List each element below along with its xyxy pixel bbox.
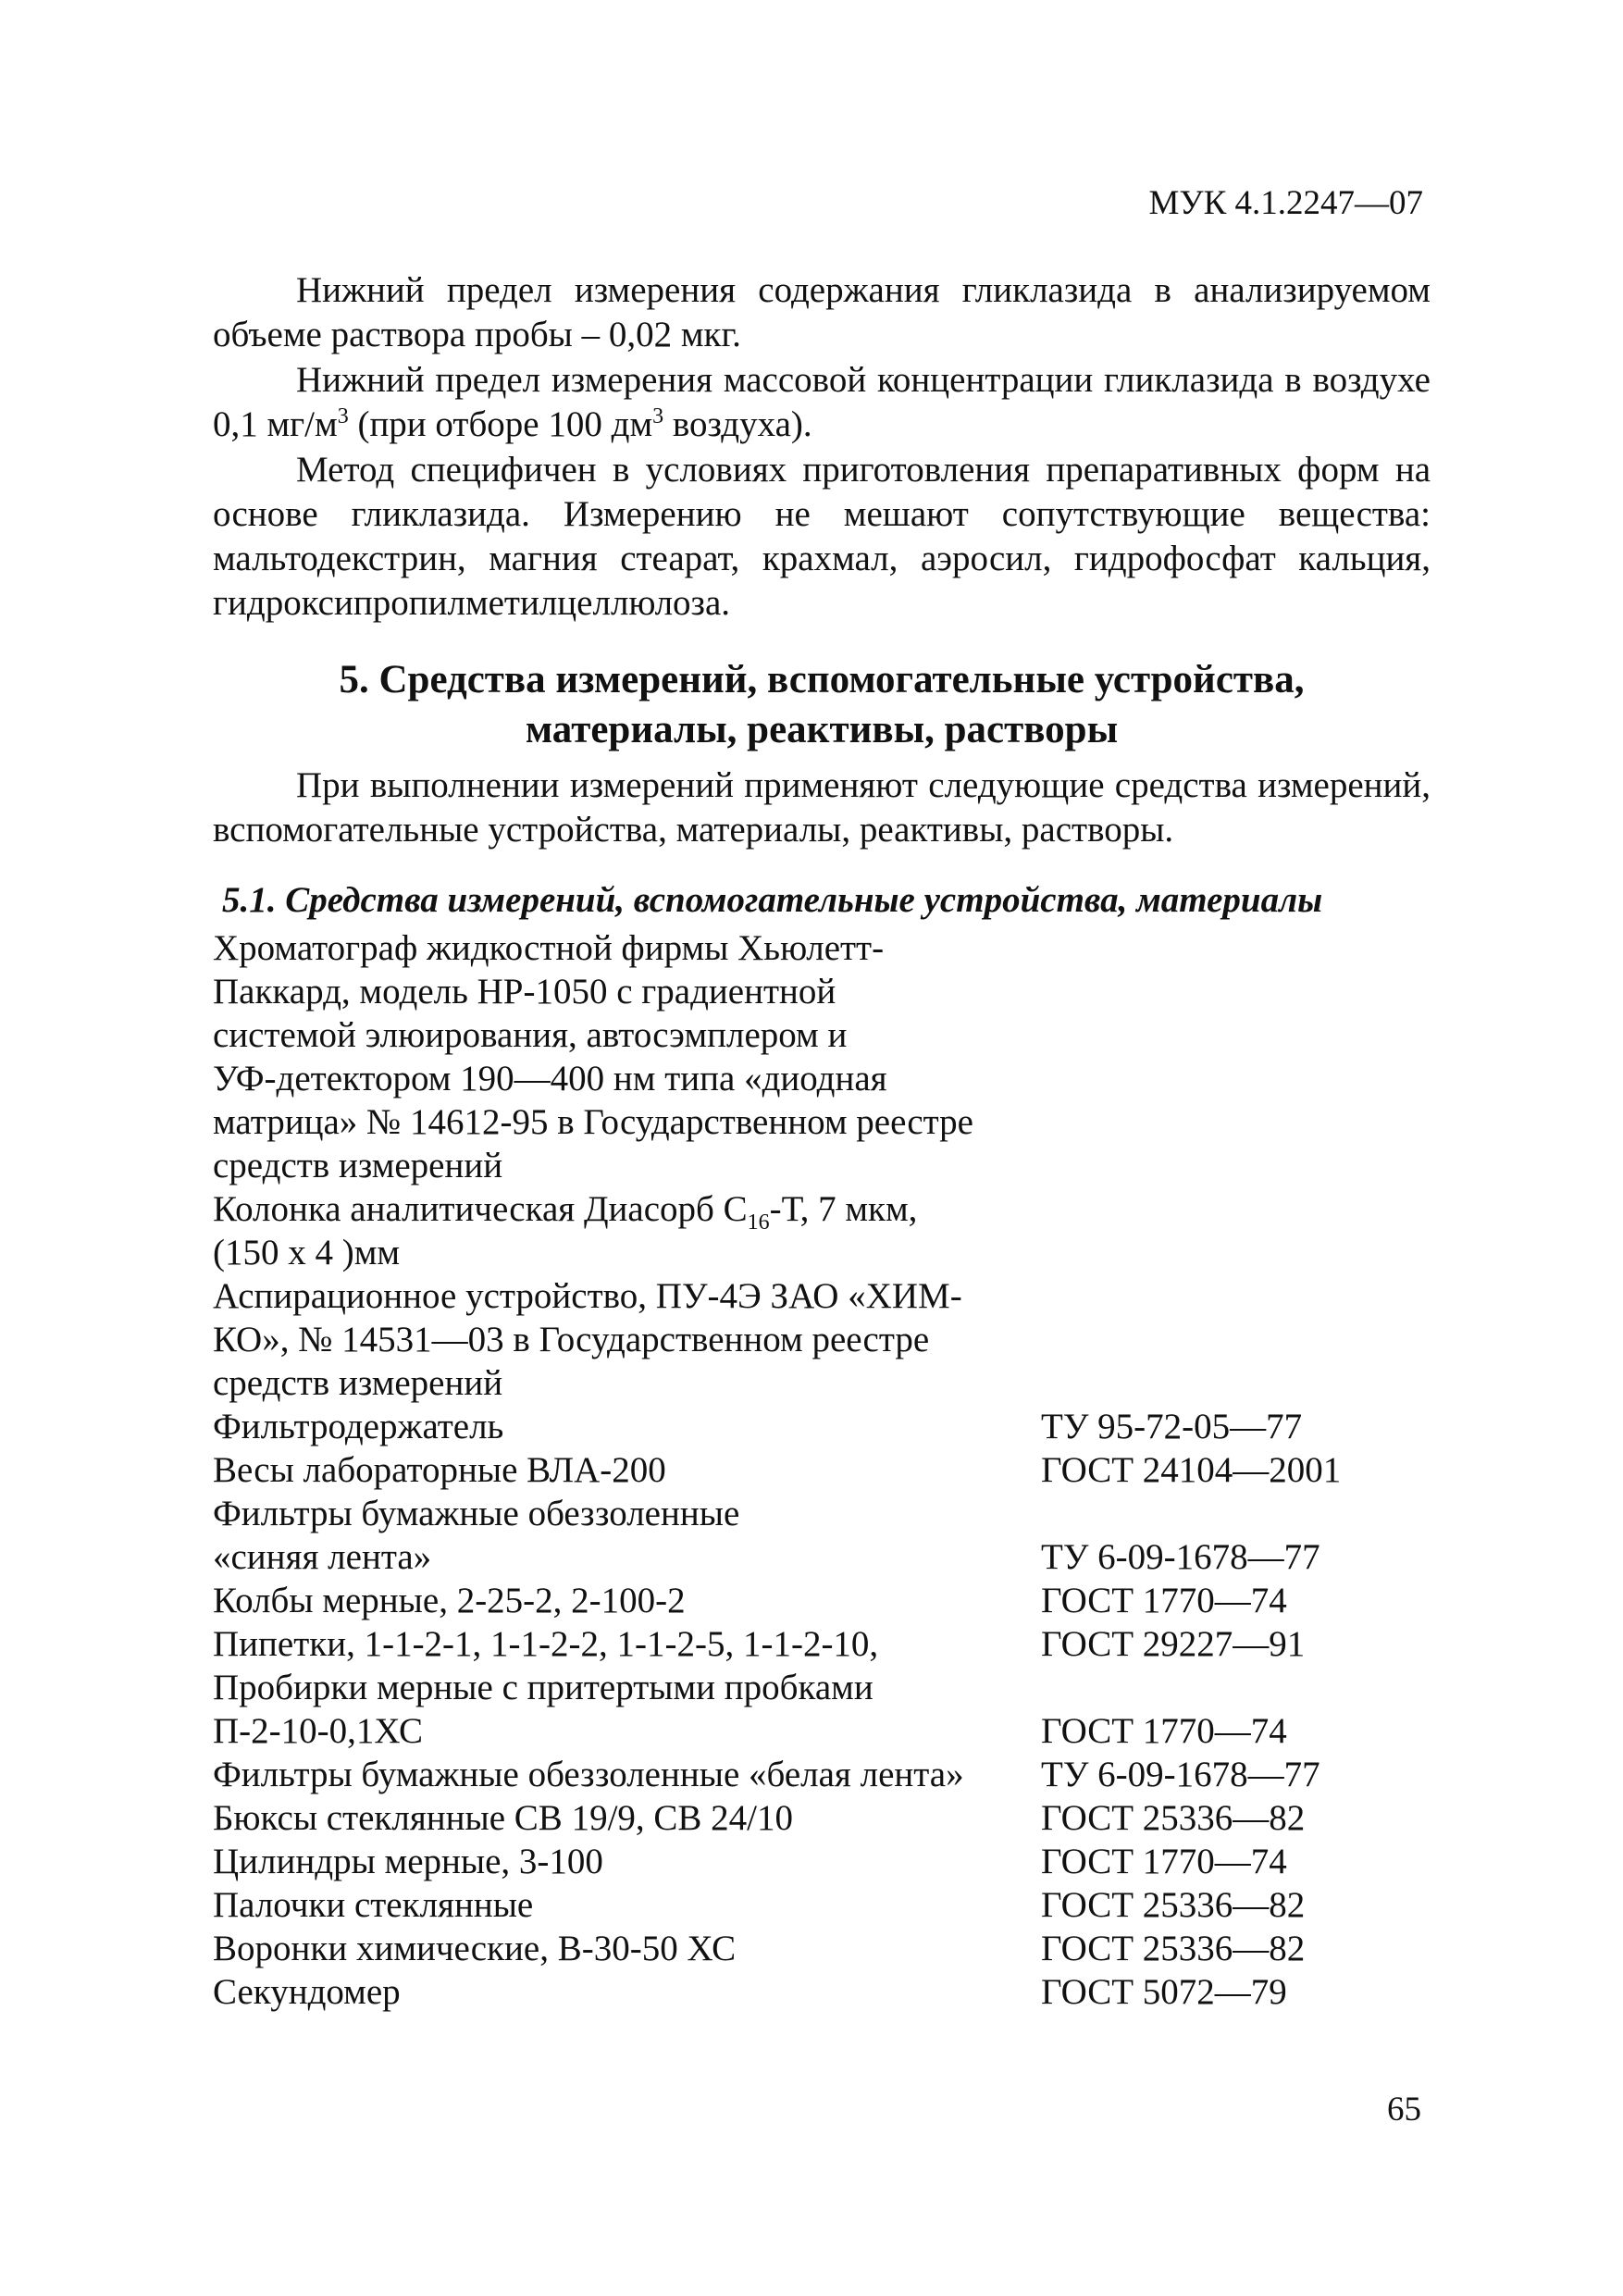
equipment-name: системой элюирования, автосэмплером и — [213, 1015, 848, 1055]
equipment-standard: ТУ 6-09-1678—77 — [1041, 1755, 1320, 1794]
equipment-standard — [1041, 1666, 1430, 1709]
equipment-name: Аспирационное устройство, ПУ-4Э ЗАО «ХИМ- — [213, 1276, 962, 1316]
equipment-name: (150 х 4 )мм — [213, 1233, 401, 1272]
superscript: 3 — [652, 404, 664, 428]
equipment-standard: ГОСТ 5072—79 — [1041, 1972, 1287, 2012]
equipment-standard — [1041, 1187, 1430, 1231]
subsection-heading: 5.1. Средства измерений, вспомогательные устройства, материалы — [222, 880, 1323, 920]
equipment-standard: ТУ 6-09-1678—77 — [1041, 1537, 1320, 1577]
equipment-standard — [1041, 1318, 1430, 1361]
equipment-standard — [1041, 970, 1430, 1013]
equipment-standard — [1041, 1274, 1430, 1318]
section-heading — [213, 655, 1431, 755]
equipment-name: матрица» № 14612-95 в Государственном реестре — [213, 1102, 973, 1142]
equipment-standard: ГОСТ 1770—74 — [1041, 1711, 1287, 1751]
equipment-name-text: -Т, 7 мкм, — [769, 1189, 918, 1229]
equipment-name: Пипетки, 1-1-2-1, 1-1-2-2, 1-1-2-5, 1-1-2-10, — [213, 1624, 879, 1664]
equipment-standard — [1041, 1144, 1430, 1187]
equipment-name: Палочки стеклянные — [213, 1885, 534, 1925]
section-heading-line-1: 5. Средства измерений, вспомогательные устройства, — [339, 658, 1305, 701]
superscript: 3 — [337, 404, 349, 428]
equipment-standard — [1041, 1231, 1430, 1274]
equipment-name: П-2-10-0,1ХС — [213, 1711, 424, 1751]
equipment-name: Весы лабораторные ВЛА-200 — [213, 1450, 666, 1490]
paragraph-text: (при отборе 100 дм — [348, 404, 653, 444]
equipment-name-text: Колонка аналитическая Диасорб С — [213, 1189, 748, 1229]
page-number: 65 — [1387, 2091, 1421, 2128]
equipment-name — [213, 1187, 1041, 1235]
equipment-name: Пробирки мерные с притертыми пробками — [213, 1668, 873, 1707]
section-intro-paragraph: При выполнении измерений применяют следующие средства измерений, вспомогательные устройства, материалы, реактивы, растворы. — [213, 765, 1431, 850]
equipment-standard: ГОСТ 29227—91 — [1041, 1624, 1306, 1664]
equipment-name: Фильтры бумажные обеззоленные — [213, 1494, 740, 1533]
equipment-standard — [1041, 1100, 1430, 1144]
paragraph-lower-limit-sample: Нижний предел измерения содержания гликлазида в анализируемом объеме раствора пробы – 0,02 мкг. — [213, 270, 1431, 354]
equipment-standard: ГОСТ 25336—82 — [1041, 1929, 1306, 1968]
equipment-list — [213, 926, 1431, 2014]
paragraph-text: воздуха). — [663, 404, 812, 444]
equipment-standard: ГОСТ 1770—74 — [1041, 1581, 1287, 1620]
section-heading-line-2: материалы, реактивы, растворы — [525, 708, 1119, 751]
equipment-name: Колбы мерные, 2-25-2, 2-100-2 — [213, 1581, 686, 1620]
equipment-standard: ГОСТ 1770—74 — [1041, 1842, 1287, 1881]
equipment-standard: ГОСТ 24104—2001 — [1041, 1450, 1342, 1490]
equipment-name: УФ-детектором 190—400 нм типа «диодная — [213, 1059, 887, 1098]
equipment-name: КО», № 14531—03 в Государственном реестре — [213, 1320, 930, 1359]
equipment-standard: ГОСТ 25336—82 — [1041, 1798, 1306, 1838]
equipment-name: Бюксы стеклянные СВ 19/9, СВ 24/10 — [213, 1798, 794, 1838]
equipment-name: Фильтры бумажные обеззоленные «белая лента» — [213, 1755, 964, 1794]
paragraph-lower-limit-air — [213, 358, 1431, 447]
document-code-header: МУК 4.1.2247—07 — [1148, 184, 1423, 222]
equipment-name: «синяя лента» — [213, 1537, 432, 1577]
equipment-standard — [1041, 1492, 1430, 1535]
equipment-standard: ТУ 95-72-05—77 — [1041, 1407, 1303, 1446]
equipment-name: средств измерений — [213, 1363, 503, 1403]
equipment-standard — [1041, 1057, 1430, 1100]
equipment-name: Секундомер — [213, 1972, 401, 2012]
equipment-name: Хроматограф жидкостной фирмы Хьюлетт- — [213, 928, 885, 968]
equipment-name: Паккард, модель НР-1050 с градиентной — [213, 972, 836, 1011]
equipment-name: средств измерений — [213, 1146, 503, 1185]
equipment-standard — [1041, 1013, 1430, 1057]
page-content — [213, 268, 1431, 2014]
paragraph-method-specificity: Метод специфичен в условиях приготовления препаративных форм на основе гликлазида. Измерению не мешают сопутствующие вещества: мальтодекстрин, магния стеарат, крахмал, аэросил, гидрофосфат кальция, гидроксипропилметилцеллюлоза. — [213, 450, 1431, 623]
equipment-standard: ГОСТ 25336—82 — [1041, 1885, 1306, 1925]
equipment-name: Цилиндры мерные, 3-100 — [213, 1842, 603, 1881]
equipment-standard — [1041, 926, 1430, 970]
equipment-name: Воронки химические, В-30-50 ХС — [213, 1929, 737, 1968]
paragraph-text: Нижний предел измерения массовой концентрации гликлазида в воздухе 0,1 мг/м — [213, 360, 1431, 444]
subscript: 16 — [747, 1210, 770, 1235]
equipment-standard — [1041, 1361, 1430, 1405]
equipment-name: Фильтродержатель — [213, 1407, 504, 1446]
